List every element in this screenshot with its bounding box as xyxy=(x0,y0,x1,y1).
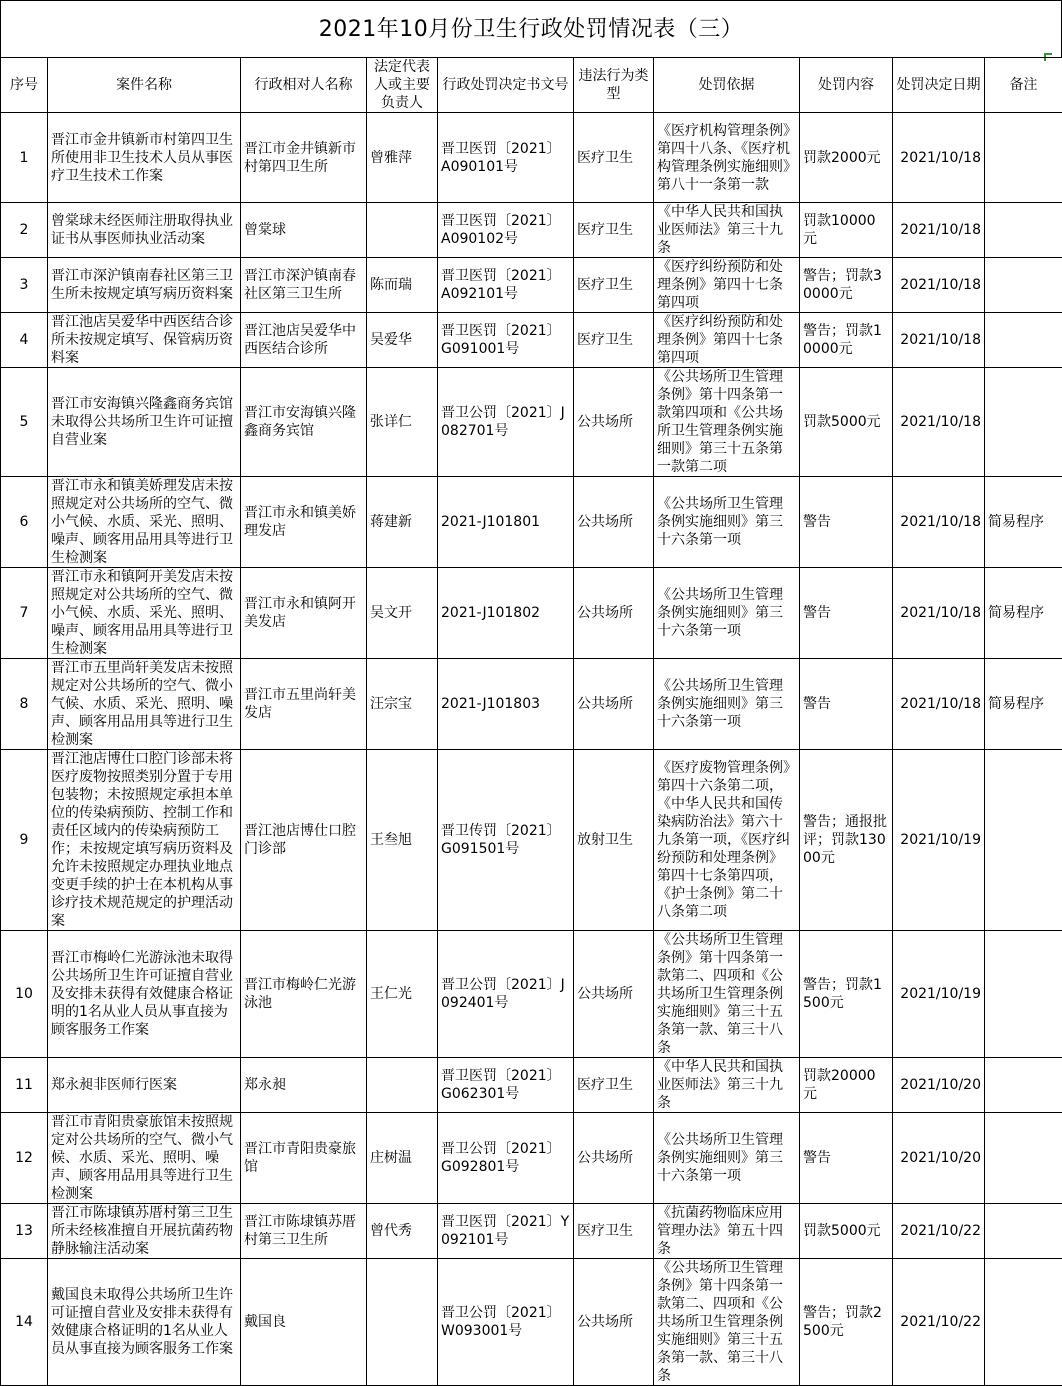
basis-cell[interactable]: 《医疗纠纷预防和处理条例》第四十七条第四项 xyxy=(654,313,800,368)
row-number[interactable]: 11 xyxy=(1,1058,48,1113)
representative-cell[interactable]: 王仁光 xyxy=(367,931,438,1058)
penalty-cell[interactable]: 罚款10000元 xyxy=(800,203,893,258)
document-number-cell[interactable]: 晋卫医罚〔2021〕Y092101号 xyxy=(438,1204,574,1259)
document-number-cell[interactable]: 晋卫医罚〔2021〕A092101号 xyxy=(438,258,574,313)
note-cell[interactable] xyxy=(985,368,1062,477)
row-number[interactable]: 7 xyxy=(1,568,48,659)
date-cell[interactable]: 2021/10/18 xyxy=(893,659,985,750)
note-cell[interactable]: 简易程序 xyxy=(985,659,1062,750)
date-cell[interactable]: 2021/10/22 xyxy=(893,1259,985,1386)
party-cell[interactable]: 晋江市安海镇兴隆鑫商务宾馆 xyxy=(241,368,367,477)
header-note: 备注 xyxy=(985,58,1062,113)
violation-type-cell[interactable]: 医疗卫生 xyxy=(574,113,654,203)
date-cell[interactable]: 2021/10/22 xyxy=(893,1204,985,1259)
row-number[interactable]: 13 xyxy=(1,1204,48,1259)
date-cell[interactable]: 2021/10/19 xyxy=(893,931,985,1058)
case-name-cell[interactable]: 晋江市深沪镇南春社区第三卫生所未按规定填写病历资料案 xyxy=(48,258,241,313)
penalty-cell[interactable]: 警告；罚款1500元 xyxy=(800,931,893,1058)
table-row xyxy=(1,203,1062,258)
table-row xyxy=(1,750,1062,931)
header-date: 处罚决定日期 xyxy=(893,58,985,113)
violation-type-cell[interactable]: 医疗卫生 xyxy=(574,1204,654,1259)
header-document-number: 行政处罚决定书文号 xyxy=(438,58,574,113)
party-cell[interactable]: 晋江池店吴爱华中西医结合诊所 xyxy=(241,313,367,368)
date-cell[interactable]: 2021/10/18 xyxy=(893,203,985,258)
case-name-cell[interactable]: 晋江池店博仕口腔门诊部未将医疗废物按照类别分置于专用包装物；未按照规定承担本单位的传染病预防、控制工作和责任区域内的传染病预防工作；未按规定填写病历资料及允许未按照规定办理执业地点变更手续的护士在本机构从事诊疗技术规范规定的护理活动案 xyxy=(48,750,241,931)
party-cell[interactable]: 晋江市金井镇新市村第四卫生所 xyxy=(241,113,367,203)
document-number-cell[interactable]: 晋卫医罚〔2021〕A090101号 xyxy=(438,113,574,203)
header-case-name: 案件名称 xyxy=(48,58,241,113)
representative-cell[interactable]: 曾代秀 xyxy=(367,1204,438,1259)
document-number-cell[interactable]: 2021-J101801 xyxy=(438,477,574,568)
note-cell[interactable] xyxy=(985,1204,1062,1259)
table-body xyxy=(1,113,1062,1386)
row-number[interactable]: 2 xyxy=(1,203,48,258)
case-name-cell[interactable]: 晋江市永和镇美娇理发店未按照规定对公共场所的空气、微小气候、水质、采光、照明、噪声、顾客用品用具等进行卫生检测案 xyxy=(48,477,241,568)
row-number[interactable]: 14 xyxy=(1,1259,48,1386)
representative-cell[interactable] xyxy=(367,1058,438,1113)
violation-type-cell[interactable]: 公共场所 xyxy=(574,1113,654,1204)
representative-cell[interactable]: 陈而瑞 xyxy=(367,258,438,313)
violation-type-cell[interactable]: 医疗卫生 xyxy=(574,1058,654,1113)
note-cell[interactable] xyxy=(985,1058,1062,1113)
case-name-cell[interactable]: 晋江市安海镇兴隆鑫商务宾馆未取得公共场所卫生许可证擅自营业案 xyxy=(48,368,241,477)
header-basis: 处罚依据 xyxy=(654,58,800,113)
basis-cell[interactable]: 《医疗纠纷预防和处理条例》第四十七条第四项 xyxy=(654,258,800,313)
penalty-cell[interactable]: 警告；罚款10000元 xyxy=(800,313,893,368)
note-cell[interactable] xyxy=(985,931,1062,1058)
basis-cell[interactable]: 《公共场所卫生管理条例》第十四条第一款第四项和《公共场所卫生管理条例实施细则》第三十五条第一款第二项 xyxy=(654,368,800,477)
date-cell[interactable]: 2021/10/18 xyxy=(893,477,985,568)
header-penalty: 处罚内容 xyxy=(800,58,893,113)
date-cell[interactable]: 2021/10/18 xyxy=(893,113,985,203)
violation-type-cell[interactable]: 公共场所 xyxy=(574,368,654,477)
row-number[interactable]: 5 xyxy=(1,368,48,477)
representative-cell[interactable]: 汪宗宝 xyxy=(367,659,438,750)
table-row xyxy=(1,1058,1062,1113)
representative-cell[interactable]: 张详仁 xyxy=(367,368,438,477)
document-number-cell[interactable]: 晋卫传罚〔2021〕G091501号 xyxy=(438,750,574,931)
row-number[interactable]: 12 xyxy=(1,1113,48,1204)
penalty-cell[interactable]: 警告 xyxy=(800,1113,893,1204)
party-cell[interactable]: 晋江市永和镇美娇理发店 xyxy=(241,477,367,568)
representative-cell[interactable]: 曾雅萍 xyxy=(367,113,438,203)
table-row xyxy=(1,931,1062,1058)
representative-cell[interactable] xyxy=(367,203,438,258)
violation-type-cell[interactable]: 医疗卫生 xyxy=(574,203,654,258)
penalty-cell[interactable]: 罚款2000元 xyxy=(800,113,893,203)
note-cell[interactable]: 简易程序 xyxy=(985,477,1062,568)
representative-cell[interactable]: 庄树温 xyxy=(367,1113,438,1204)
basis-cell[interactable]: 《医疗废物管理条例》第四十六条第二项，《中华人民共和国传染病防治法》第六十九条第一项，《医疗纠纷预防和处理条例》第四十七条第四项，《护士条例》第二十八条第二项 xyxy=(654,750,800,931)
violation-type-cell[interactable]: 医疗卫生 xyxy=(574,258,654,313)
representative-cell[interactable]: 吴文开 xyxy=(367,568,438,659)
header-no: 序号 xyxy=(1,58,48,113)
party-cell[interactable]: 晋江市青阳贵豪旅馆 xyxy=(241,1113,367,1204)
note-cell[interactable] xyxy=(985,313,1062,368)
table-row xyxy=(1,1204,1062,1259)
row-number[interactable]: 9 xyxy=(1,750,48,931)
violation-type-cell[interactable]: 公共场所 xyxy=(574,931,654,1058)
penalty-cell[interactable]: 警告 xyxy=(800,659,893,750)
table-row xyxy=(1,568,1062,659)
case-name-cell[interactable]: 晋江池店吴爱华中西医结合诊所未按规定填写、保管病历资料案 xyxy=(48,313,241,368)
date-cell[interactable]: 2021/10/20 xyxy=(893,1113,985,1204)
violation-type-cell[interactable]: 放射卫生 xyxy=(574,750,654,931)
date-cell[interactable]: 2021/10/18 xyxy=(893,568,985,659)
representative-cell[interactable]: 王叁旭 xyxy=(367,750,438,931)
table-row xyxy=(1,1259,1062,1386)
basis-cell[interactable]: 《中华人民共和国执业医师法》第三十九条 xyxy=(654,1058,800,1113)
basis-cell[interactable]: 《公共场所卫生管理条例》第十四条第一款第二、四项和《公共场所卫生管理条例实施细则》第三十五条第一款、第三十八条 xyxy=(654,931,800,1058)
row-number[interactable]: 1 xyxy=(1,113,48,203)
case-name-cell[interactable]: 戴国良未取得公共场所卫生许可证擅自营业及安排未获得有效健康合格证明的1名从业人员从事直接为顾客服务工作案 xyxy=(48,1259,241,1386)
row-number[interactable]: 8 xyxy=(1,659,48,750)
violation-type-cell[interactable]: 公共场所 xyxy=(574,1259,654,1386)
row-number[interactable]: 3 xyxy=(1,258,48,313)
party-cell[interactable]: 郑永昶 xyxy=(241,1058,367,1113)
table-row xyxy=(1,313,1062,368)
table-row xyxy=(1,368,1062,477)
document-number-cell[interactable]: 晋卫医罚〔2021〕A090102号 xyxy=(438,203,574,258)
document-number-cell[interactable]: 晋卫公罚〔2021〕G092801号 xyxy=(438,1113,574,1204)
violation-type-cell[interactable]: 公共场所 xyxy=(574,477,654,568)
basis-cell[interactable]: 《抗菌药物临床应用管理办法》第五十四条 xyxy=(654,1204,800,1259)
representative-cell[interactable]: 吴爱华 xyxy=(367,313,438,368)
violation-type-cell[interactable]: 公共场所 xyxy=(574,659,654,750)
date-cell[interactable]: 2021/10/19 xyxy=(893,750,985,931)
document-number-cell[interactable]: 晋卫公罚〔2021〕J092401号 xyxy=(438,931,574,1058)
row-number[interactable]: 4 xyxy=(1,313,48,368)
penalty-cell[interactable]: 罚款20000元 xyxy=(800,1058,893,1113)
penalty-cell[interactable]: 警告 xyxy=(800,477,893,568)
document-number-cell[interactable]: 晋卫公罚〔2021〕J082701号 xyxy=(438,368,574,477)
date-cell[interactable]: 2021/10/20 xyxy=(893,1058,985,1113)
party-cell[interactable]: 晋江池店博仕口腔门诊部 xyxy=(241,750,367,931)
basis-cell[interactable]: 《中华人民共和国执业医师法》第三十九条 xyxy=(654,203,800,258)
representative-cell[interactable]: 蒋建新 xyxy=(367,477,438,568)
note-cell[interactable] xyxy=(985,1259,1062,1386)
basis-cell[interactable]: 《公共场所卫生管理条例实施细则》第三十六条第一项 xyxy=(654,568,800,659)
case-name-cell[interactable]: 晋江市金井镇新市村第四卫生所使用非卫生技术人员从事医疗卫生技术工作案 xyxy=(48,113,241,203)
case-name-cell[interactable]: 郑永昶非医师行医案 xyxy=(48,1058,241,1113)
header-violation-type: 违法行为类型 xyxy=(574,58,654,113)
party-cell[interactable]: 晋江市梅岭仁光游泳池 xyxy=(241,931,367,1058)
penalty-cell[interactable]: 警告；通报批评；罚款13000元 xyxy=(800,750,893,931)
representative-cell[interactable] xyxy=(367,1259,438,1386)
party-cell[interactable]: 晋江市陈埭镇苏厝村第三卫生所 xyxy=(241,1204,367,1259)
page-title: 2021年10月份卫生行政处罚情况表（三） xyxy=(0,0,1062,58)
penalty-cell[interactable]: 罚款5000元 xyxy=(800,1204,893,1259)
party-cell[interactable]: 戴国良 xyxy=(241,1259,367,1386)
table-row xyxy=(1,258,1062,313)
party-cell[interactable]: 曾棠球 xyxy=(241,203,367,258)
table-row xyxy=(1,1113,1062,1204)
row-number[interactable]: 10 xyxy=(1,931,48,1058)
note-cell[interactable] xyxy=(985,203,1062,258)
document-number-cell[interactable]: 晋卫医罚〔2021〕G062301号 xyxy=(438,1058,574,1113)
header-representative: 法定代表人或主要负责人 xyxy=(367,58,438,113)
table-row xyxy=(1,659,1062,750)
basis-cell[interactable]: 《公共场所卫生管理条例实施细则》第三十六条第一项 xyxy=(654,1113,800,1204)
row-number[interactable]: 6 xyxy=(1,477,48,568)
table-row xyxy=(1,113,1062,203)
case-name-cell[interactable]: 晋江市青阳贵豪旅馆未按照规定对公共场所的空气、微小气候、水质、采光、照明、噪声、顾客用品用具等进行卫生检测案 xyxy=(48,1113,241,1204)
document-number-cell[interactable]: 晋卫公罚〔2021〕W093001号 xyxy=(438,1259,574,1386)
basis-cell[interactable]: 《公共场所卫生管理条例》第十四条第一款第二、四项和《公共场所卫生管理条例实施细则》第三十五条第一款、第三十八条 xyxy=(654,1259,800,1386)
note-cell[interactable] xyxy=(985,1113,1062,1204)
note-cell[interactable] xyxy=(985,750,1062,931)
party-cell[interactable]: 晋江市深沪镇南春社区第三卫生所 xyxy=(241,258,367,313)
note-cell[interactable]: 简易程序 xyxy=(985,568,1062,659)
note-cell[interactable] xyxy=(985,113,1062,203)
basis-cell[interactable]: 《公共场所卫生管理条例实施细则》第三十六条第一项 xyxy=(654,659,800,750)
table-row xyxy=(1,477,1062,568)
date-cell[interactable]: 2021/10/18 xyxy=(893,258,985,313)
case-name-cell[interactable]: 晋江市梅岭仁光游泳池未取得公共场所卫生许可证擅自营业及安排未获得有效健康合格证明的1名从业人员从事直接为顾客服务工作案 xyxy=(48,931,241,1058)
case-name-cell[interactable]: 晋江市永和镇阿开美发店未按照规定对公共场所的空气、微小气候、水质、采光、照明、噪声、顾客用品用具等进行卫生检测案 xyxy=(48,568,241,659)
document-number-cell[interactable]: 2021-J101802 xyxy=(438,568,574,659)
party-cell[interactable]: 晋江市五里尚轩美发店 xyxy=(241,659,367,750)
penalty-table xyxy=(0,57,1062,1386)
penalty-cell[interactable]: 警告；罚款30000元 xyxy=(800,258,893,313)
document-number-cell[interactable]: 晋卫医罚〔2021〕G091001号 xyxy=(438,313,574,368)
violation-type-cell[interactable]: 医疗卫生 xyxy=(574,313,654,368)
header-party: 行政相对人名称 xyxy=(241,58,367,113)
penalty-cell[interactable]: 罚款5000元 xyxy=(800,368,893,477)
basis-cell[interactable]: 《医疗机构管理条例》第四十八条、《医疗机构管理条例实施细则》第八十一条第一款 xyxy=(654,113,800,203)
date-cell[interactable]: 2021/10/18 xyxy=(893,313,985,368)
violation-type-cell[interactable]: 公共场所 xyxy=(574,568,654,659)
case-name-cell[interactable]: 曾棠球未经医师注册取得执业证书从事医师执业活动案 xyxy=(48,203,241,258)
header-row xyxy=(1,58,1062,113)
penalty-cell[interactable]: 警告；罚款2500元 xyxy=(800,1259,893,1386)
date-cell[interactable]: 2021/10/18 xyxy=(893,368,985,477)
note-cell[interactable] xyxy=(985,258,1062,313)
penalty-cell[interactable]: 警告 xyxy=(800,568,893,659)
case-name-cell[interactable]: 晋江市五里尚轩美发店未按照规定对公共场所的空气、微小气候、水质、采光、照明、噪声、顾客用品用具等进行卫生检测案 xyxy=(48,659,241,750)
party-cell[interactable]: 晋江市永和镇阿开美发店 xyxy=(241,568,367,659)
case-name-cell[interactable]: 晋江市陈埭镇苏厝村第三卫生所未经核准擅自开展抗菌药物静脉输注活动案 xyxy=(48,1204,241,1259)
document-number-cell[interactable]: 2021-J101803 xyxy=(438,659,574,750)
basis-cell[interactable]: 《公共场所卫生管理条例实施细则》第三十六条第一项 xyxy=(654,477,800,568)
